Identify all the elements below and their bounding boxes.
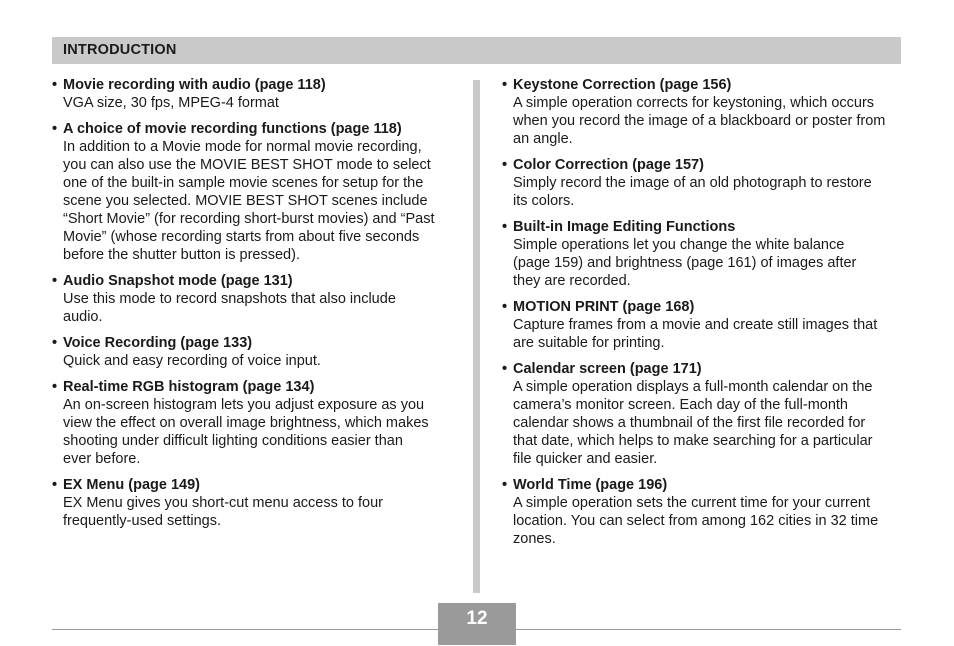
bullet-icon: •: [52, 77, 58, 93]
feature-item: [52, 476, 457, 530]
feature-title: MOTION PRINT (page 168): [513, 299, 695, 315]
feature-item: [502, 76, 902, 148]
feature-title: EX Menu (page 149): [63, 477, 200, 493]
feature-description: A simple operation displays a full-month calendar on the camera’s monitor screen. Each day of the full-month calendar shows a thumbnail of the first file recorded for that date, which helps to make searching for a particular file quicker and easier.: [513, 379, 873, 467]
feature-title: World Time (page 196): [513, 477, 668, 493]
feature-description: Simple operations let you change the white balance (page 159) and brightness (page 161) of images after they are recorded.: [513, 237, 857, 289]
feature-item: [52, 378, 457, 468]
feature-title: Audio Snapshot mode (page 131): [63, 273, 293, 289]
bullet-icon: •: [52, 379, 58, 395]
right-column: [502, 76, 902, 556]
feature-description: Capture frames from a movie and create still images that are suitable for printing.: [513, 317, 878, 351]
feature-item: [52, 272, 457, 326]
feature-title: Color Correction (page 157): [513, 157, 704, 173]
feature-title: Movie recording with audio (page 118): [63, 77, 326, 93]
feature-description: Quick and easy recording of voice input.: [63, 353, 321, 369]
bullet-icon: •: [502, 219, 508, 235]
feature-description: A simple operation sets the current time for your current location. You can select from among 162 cities in 32 time zones.: [513, 495, 879, 547]
bullet-icon: •: [52, 335, 58, 351]
feature-description: An on-screen histogram lets you adjust exposure as you view the effect on overall image brightness, which makes shooting under difficult lighting conditions easier than ever before.: [63, 397, 429, 467]
feature-item: [52, 334, 457, 370]
bullet-icon: •: [52, 273, 58, 289]
feature-title: A choice of movie recording functions (page 118): [63, 121, 402, 137]
feature-item: [502, 156, 902, 210]
feature-item: [502, 218, 902, 290]
feature-description: Use this mode to record snapshots that also include audio.: [63, 291, 396, 325]
bullet-icon: •: [502, 361, 508, 377]
feature-title: Voice Recording (page 133): [63, 335, 253, 351]
left-column: [52, 76, 457, 538]
feature-item: [502, 298, 902, 352]
feature-title: Keystone Correction (page 156): [513, 77, 732, 93]
feature-title: Calendar screen (page 171): [513, 361, 702, 377]
bullet-icon: •: [52, 121, 58, 137]
feature-description: EX Menu gives you short-cut menu access to four frequently-used settings.: [63, 495, 383, 529]
bullet-icon: •: [502, 157, 508, 173]
feature-title: Built-in Image Editing Functions: [513, 219, 736, 235]
section-header-bar: [52, 37, 901, 64]
bullet-icon: •: [502, 299, 508, 315]
feature-description: VGA size, 30 fps, MPEG-4 format: [63, 95, 279, 111]
section-title: INTRODUCTION: [63, 42, 177, 58]
bullet-icon: •: [502, 77, 508, 93]
feature-description: In addition to a Movie mode for normal movie recording, you can also use the MOVIE BEST SHOT mode to select one of the built-in sample movie scenes for setup for the scene you selected. MOVIE BEST SHOT scenes include “Short Movie” (for recording short-burst movies) and “Past Movie” (whose recording starts from about five seconds before the shutter button is pressed).: [63, 139, 435, 263]
bullet-icon: •: [52, 477, 58, 493]
page-number-box: [438, 603, 516, 645]
feature-item: [502, 360, 902, 468]
feature-item: [502, 476, 902, 548]
page-number: 12: [466, 608, 488, 629]
bullet-icon: •: [502, 477, 508, 493]
column-divider: [473, 80, 480, 593]
feature-item: [52, 120, 457, 264]
feature-description: A simple operation corrects for keystoning, which occurs when you record the image of a blackboard or poster from an angle.: [513, 95, 886, 147]
feature-title: Real-time RGB histogram (page 134): [63, 379, 315, 395]
feature-item: [52, 76, 457, 112]
feature-description: Simply record the image of an old photograph to restore its colors.: [513, 175, 872, 209]
